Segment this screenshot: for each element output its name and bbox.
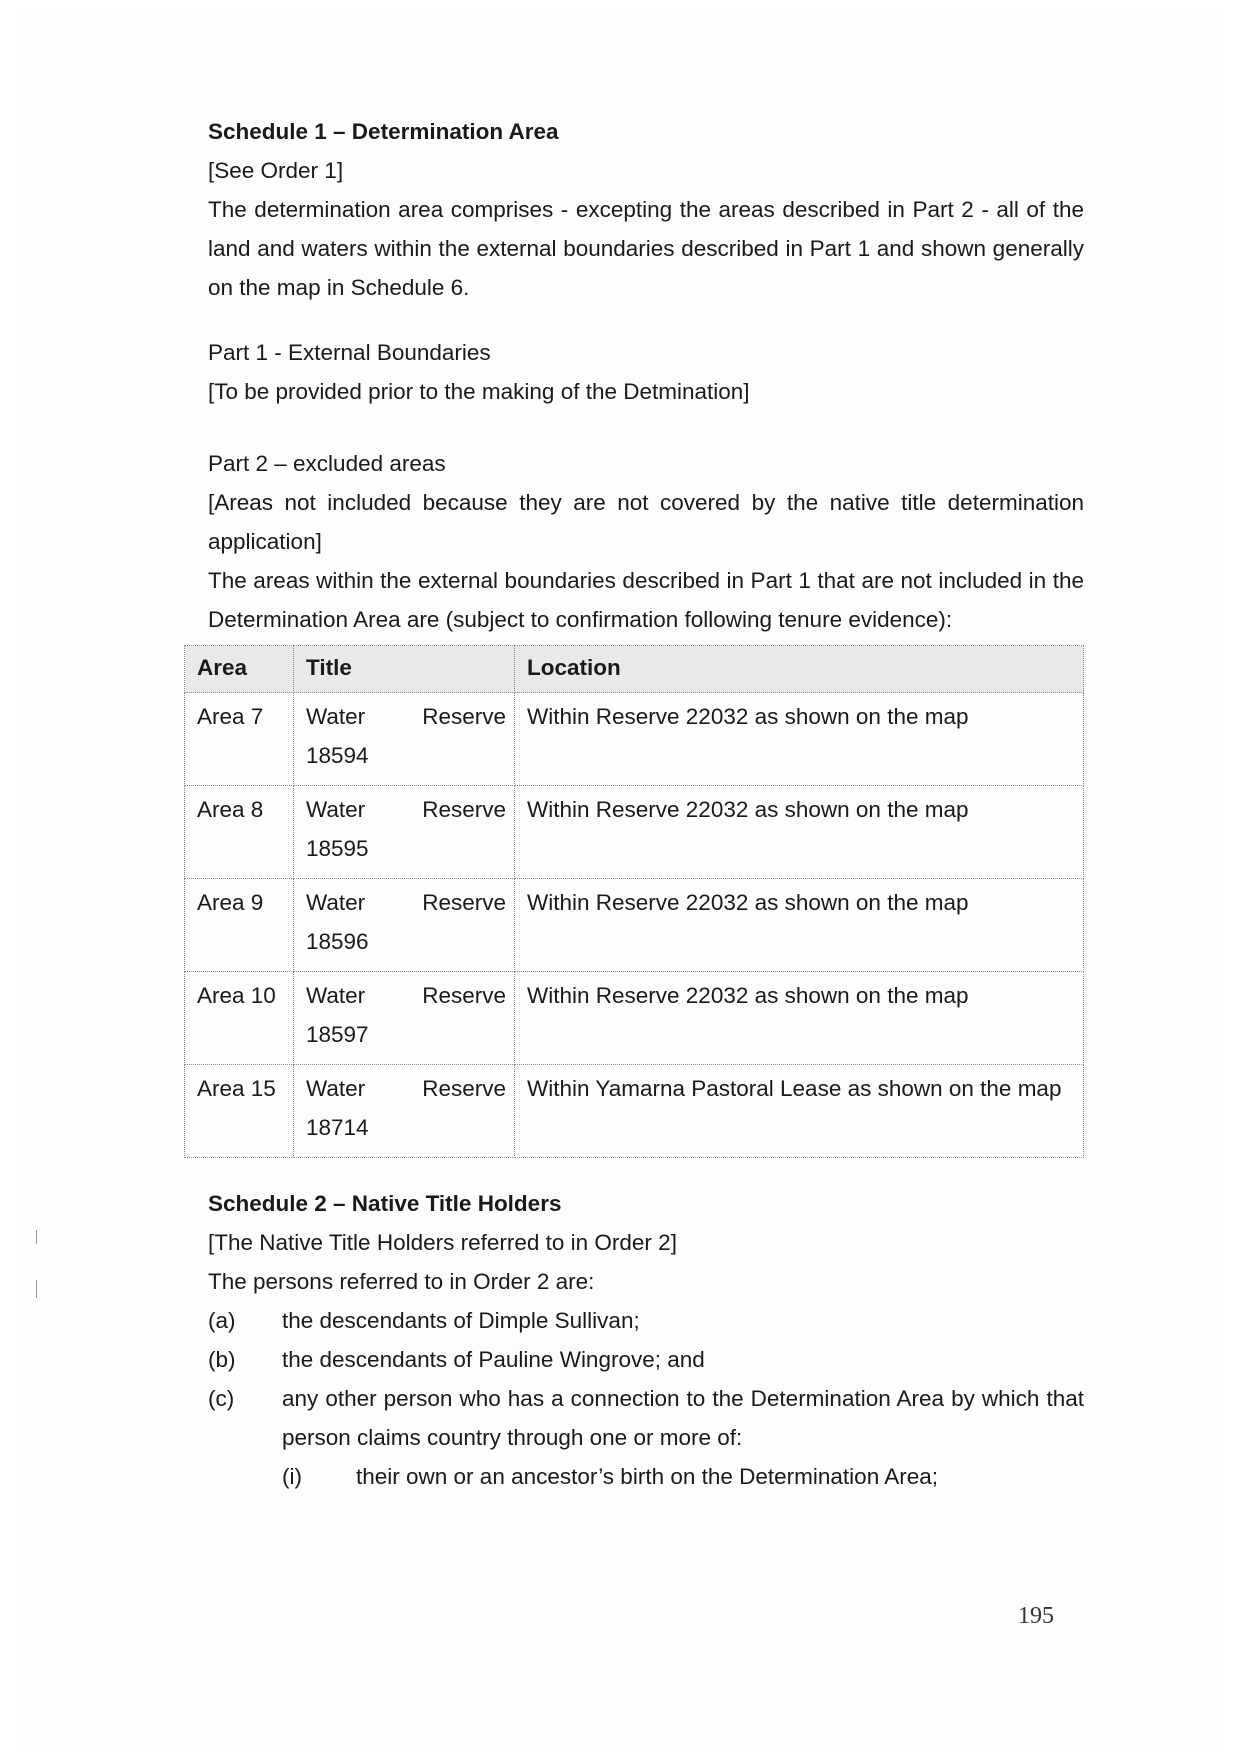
title-word-water: Water xyxy=(306,890,366,915)
list-text: the descendants of Pauline Wingrove; and xyxy=(282,1347,705,1372)
cell-area: Area 8 xyxy=(185,786,294,879)
title-number: 18714 xyxy=(306,1115,369,1140)
title-word-water: Water xyxy=(306,1076,366,1101)
cell-area: Area 9 xyxy=(185,879,294,972)
header-area: Area xyxy=(185,646,294,693)
cell-title xyxy=(294,693,515,786)
cell-title xyxy=(294,1065,515,1158)
table-row xyxy=(185,879,1084,972)
schedule1-reference: [See Order 1] xyxy=(208,158,344,183)
list-item xyxy=(208,1301,1084,1340)
table-row xyxy=(185,972,1084,1065)
list-text: any other person who has a connection to the Determination Area by which that person claims country through one or more of: xyxy=(282,1386,1084,1450)
part1-heading: Part 1 - External Boundaries xyxy=(208,340,491,365)
part2-note: [Areas not included because they are not covered by the native title determination application] xyxy=(208,490,1084,554)
cell-location: Within Reserve 22032 as shown on the map xyxy=(515,693,1084,786)
schedule2-intro: The persons referred to in Order 2 are: xyxy=(208,1269,595,1294)
header-location: Location xyxy=(515,646,1084,693)
list-text: the descendants of Dimple Sullivan; xyxy=(282,1308,640,1333)
cell-title xyxy=(294,786,515,879)
title-word-reserve: Reserve xyxy=(422,797,506,822)
page-number: 195 xyxy=(1018,1603,1054,1629)
title-word-reserve: Reserve xyxy=(422,983,506,1008)
part2-intro: The areas within the external boundaries described in Part 1 that are not included in the Determination Area are (subject to confirmation following tenure evidence): xyxy=(208,568,1084,632)
title-word-water: Water xyxy=(306,797,366,822)
cell-location: Within Reserve 22032 as shown on the map xyxy=(515,786,1084,879)
list-marker: (b) xyxy=(208,1347,236,1372)
scan-artifact xyxy=(36,1280,37,1298)
list-marker: (i) xyxy=(282,1464,302,1489)
title-word-water: Water xyxy=(306,983,366,1008)
title-number: 18595 xyxy=(306,836,369,861)
document-body xyxy=(197,112,1084,1496)
title-number: 18596 xyxy=(306,929,369,954)
cell-location: Within Reserve 22032 as shown on the map xyxy=(515,879,1084,972)
table-row xyxy=(185,786,1084,879)
cell-title xyxy=(294,879,515,972)
title-number: 18594 xyxy=(306,743,369,768)
table-row xyxy=(185,693,1084,786)
list-marker: (a) xyxy=(208,1308,236,1333)
cell-area: Area 10 xyxy=(185,972,294,1065)
table-header-row xyxy=(185,646,1084,693)
excluded-areas-table xyxy=(184,645,1084,1158)
schedule2-reference: [The Native Title Holders referred to in Order 2] xyxy=(208,1230,677,1255)
list-item xyxy=(208,1340,1084,1379)
cell-location: Within Reserve 22032 as shown on the map xyxy=(515,972,1084,1065)
schedule1-heading: Schedule 1 – Determination Area xyxy=(208,119,559,144)
schedule2-heading: Schedule 2 – Native Title Holders xyxy=(208,1191,562,1216)
title-word-reserve: Reserve xyxy=(422,890,506,915)
table-row xyxy=(185,1065,1084,1158)
list-marker: (c) xyxy=(208,1386,235,1411)
title-word-reserve: Reserve xyxy=(422,704,506,729)
title-number: 18597 xyxy=(306,1022,369,1047)
sub-list-item xyxy=(208,1457,1084,1496)
list-text: their own or an ancestor’s birth on the Determination Area; xyxy=(356,1464,938,1489)
title-word-reserve: Reserve xyxy=(422,1076,506,1101)
cell-title xyxy=(294,972,515,1065)
header-title: Title xyxy=(294,646,515,693)
part2-heading: Part 2 – excluded areas xyxy=(208,451,446,476)
cell-area: Area 15 xyxy=(185,1065,294,1158)
schedule1-intro: The determination area comprises - excepting the areas described in Part 2 - all of the land and waters within the external boundaries described in Part 1 and shown generally on the map in Schedule 6. xyxy=(208,197,1084,300)
title-word-water: Water xyxy=(306,704,366,729)
cell-location: Within Yamarna Pastoral Lease as shown on the map xyxy=(515,1065,1084,1158)
scan-artifact xyxy=(36,1230,37,1244)
cell-area: Area 7 xyxy=(185,693,294,786)
list-item xyxy=(208,1379,1084,1457)
part1-note: [To be provided prior to the making of the Detmination] xyxy=(208,379,750,404)
